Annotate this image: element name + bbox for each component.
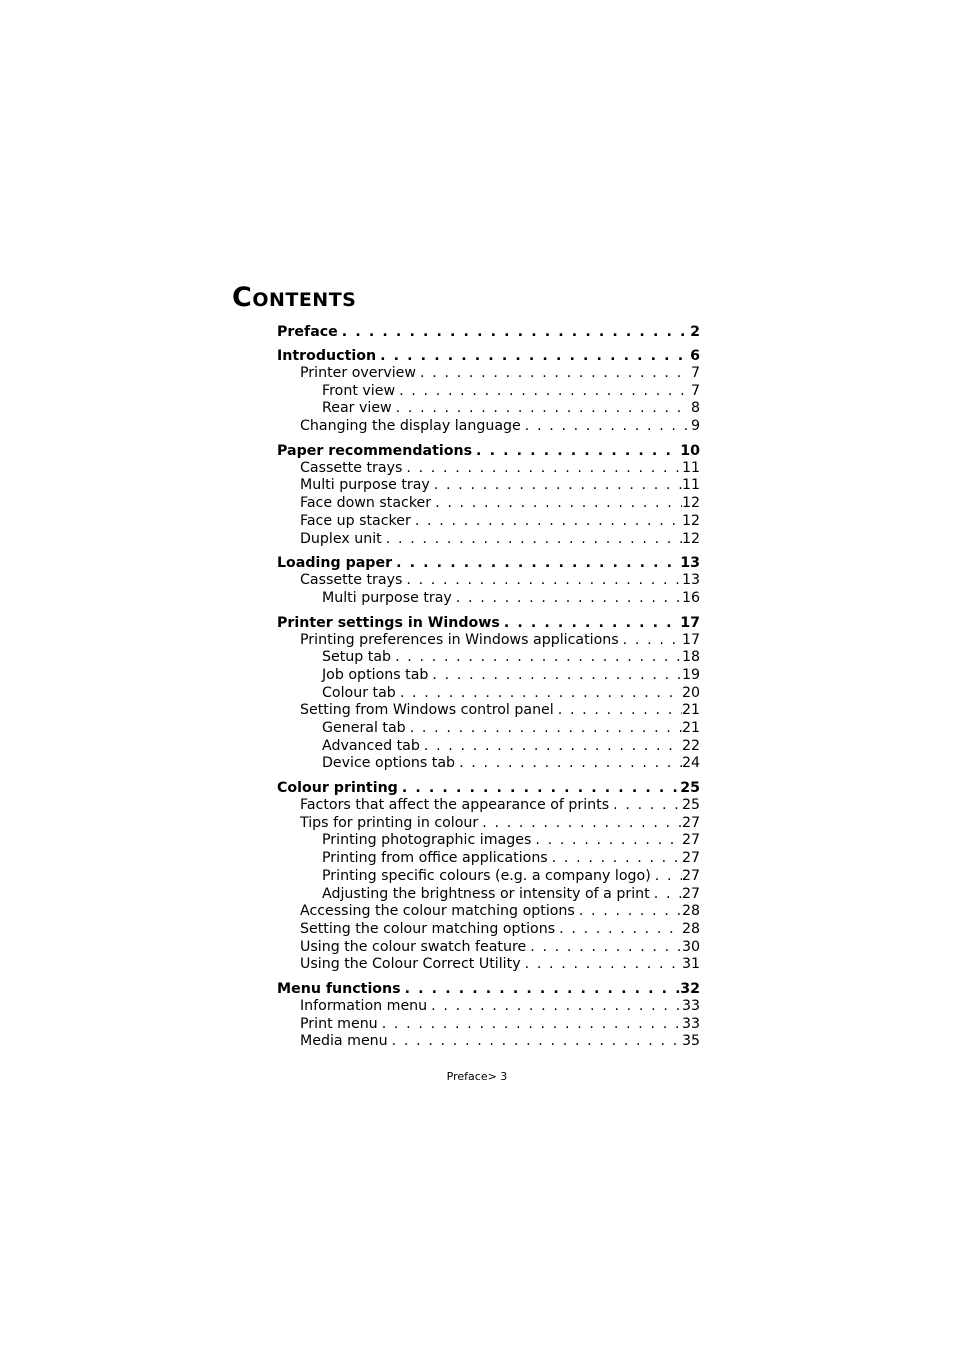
dot-leader (650, 886, 682, 904)
toc-chapter-entry[interactable] (277, 442, 700, 460)
toc-entry-page-number: 25 (680, 780, 700, 797)
dot-leader (378, 1016, 682, 1034)
toc-entry[interactable] (277, 1016, 700, 1034)
dot-leader (411, 513, 682, 531)
toc-entry-label: Colour tab (322, 684, 396, 701)
toc-entry[interactable] (277, 868, 700, 886)
toc-entry-page-number: 12 (681, 495, 700, 512)
toc-entry-page-number: 12 (681, 512, 700, 529)
toc-entry-label: Menu functions (277, 980, 401, 997)
toc-section (277, 554, 700, 607)
toc-entry[interactable] (277, 531, 700, 549)
toc-entry-page-number: 16 (681, 589, 700, 606)
toc-entry-page-number: 11 (681, 459, 700, 476)
toc-entry-label: Setup tab (322, 649, 392, 666)
dot-leader (526, 939, 682, 957)
dot-leader (388, 1033, 682, 1051)
toc-chapter-entry[interactable] (277, 779, 700, 797)
toc-entry-label: Changing the display language (300, 418, 521, 435)
toc-entry-label: General tab (322, 720, 406, 736)
toc-entry-label: Using the colour swatch feature (300, 938, 527, 955)
toc-entry[interactable] (277, 400, 700, 418)
dot-leader (651, 868, 682, 886)
toc-entry-page-number: 8 (690, 400, 700, 417)
dot-leader (401, 980, 681, 998)
toc-entry-page-number: 25 (681, 797, 700, 814)
toc-entry[interactable] (277, 365, 700, 383)
toc-entry-label: Face down stacker (300, 495, 432, 512)
toc-entry-label: Advanced tab (322, 737, 420, 754)
dot-leader (392, 400, 690, 418)
toc-entry[interactable] (277, 632, 700, 650)
dot-leader (391, 649, 682, 667)
toc-entry-page-number: 32 (680, 980, 700, 997)
table-of-contents (277, 323, 700, 1051)
toc-entry-page-number: 24 (681, 755, 700, 772)
toc-entry-page-number: 17 (680, 614, 700, 631)
toc-entry-page-number: 2 (690, 324, 700, 340)
toc-entry-label: Cassette trays (300, 572, 403, 589)
toc-section (277, 323, 700, 341)
toc-entry[interactable] (277, 956, 700, 974)
toc-entry-label: Printing photographic images (322, 832, 532, 849)
toc-entry-label: Cassette trays (300, 459, 403, 476)
dot-leader (472, 442, 680, 460)
toc-entry[interactable] (277, 685, 700, 703)
toc-entry[interactable] (277, 418, 700, 436)
toc-entry-page-number: 7 (690, 382, 700, 399)
dot-leader (521, 956, 682, 974)
toc-entry-page-number: 22 (681, 737, 700, 754)
dot-leader (531, 832, 682, 850)
dot-leader (395, 383, 690, 401)
toc-entry-label: Printing specific colours (e.g. a company logo) (322, 867, 651, 884)
toc-entry-page-number: 27 (681, 850, 700, 867)
toc-entry[interactable] (277, 903, 700, 921)
toc-entry-label: Printing from office applications (322, 850, 548, 867)
dot-leader (420, 738, 682, 756)
toc-entry-page-number: 6 (690, 348, 700, 364)
toc-entry[interactable] (277, 850, 700, 868)
toc-entry-label: Paper recommendations (277, 442, 473, 459)
toc-entry[interactable] (277, 921, 700, 939)
toc-chapter-entry[interactable] (277, 614, 700, 632)
toc-entry[interactable] (277, 939, 700, 957)
toc-entry-label: Print menu (300, 1015, 378, 1032)
toc-chapter-entry[interactable] (277, 554, 700, 572)
page-title: Contents (232, 282, 357, 313)
dot-leader (555, 921, 682, 939)
toc-entry-label: Using the Colour Correct Utility (300, 956, 521, 973)
toc-section (277, 442, 700, 548)
toc-entry-label: Rear view (322, 400, 392, 417)
dot-leader (455, 755, 682, 773)
toc-entry-page-number: 13 (681, 572, 700, 589)
toc-entry-label: Multi purpose tray (322, 589, 452, 606)
toc-entry[interactable] (277, 797, 700, 815)
dot-leader (396, 685, 682, 703)
dot-leader (478, 815, 682, 833)
toc-entry-page-number: 21 (681, 702, 700, 719)
dot-leader (402, 460, 682, 478)
toc-entry-page-number: 9 (690, 418, 700, 435)
toc-entry[interactable] (277, 383, 700, 401)
toc-entry[interactable] (277, 702, 700, 720)
toc-entry-label: Preface (277, 324, 338, 340)
toc-entry[interactable] (277, 495, 700, 513)
dot-leader (500, 614, 680, 632)
toc-entry[interactable] (277, 477, 700, 495)
toc-entry[interactable] (277, 886, 700, 904)
toc-entry-page-number: 27 (681, 867, 700, 884)
toc-entry-page-number: 20 (681, 684, 700, 701)
toc-section (277, 347, 700, 436)
page-footer: Preface> 3 (446, 1070, 508, 1083)
toc-section (277, 980, 700, 1051)
toc-entry-label: Tips for printing in colour (300, 814, 479, 831)
dot-leader (609, 797, 682, 815)
toc-entry[interactable] (277, 667, 700, 685)
toc-entry[interactable] (277, 649, 700, 667)
toc-chapter-entry[interactable] (277, 980, 700, 998)
toc-entry-label: Colour printing (277, 780, 398, 797)
toc-entry-label: Setting from Windows control panel (300, 702, 554, 719)
toc-entry-page-number: 28 (681, 920, 700, 937)
toc-entry-label: Printing preferences in Windows applications (300, 631, 619, 648)
dot-leader (575, 903, 682, 921)
toc-entry-page-number: 13 (680, 555, 700, 572)
toc-entry-label: Face up stacker (300, 512, 411, 529)
dot-leader (452, 590, 682, 608)
toc-entry-label: Printer settings in Windows (277, 614, 500, 631)
toc-entry[interactable] (277, 832, 700, 850)
toc-entry-page-number: 27 (681, 814, 700, 831)
toc-entry-label: Front view (322, 382, 396, 399)
toc-entry-label: Job options tab (322, 666, 429, 683)
toc-entry-page-number: 11 (681, 477, 700, 494)
toc-entry-label: Printer overview (300, 365, 417, 381)
dot-leader (392, 554, 680, 572)
toc-entry[interactable] (277, 738, 700, 756)
toc-entry-label: Accessing the colour matching options (300, 903, 575, 920)
toc-entry-page-number: 10 (680, 442, 700, 459)
dot-leader (376, 347, 690, 365)
toc-entry[interactable] (277, 572, 700, 590)
toc-entry[interactable] (277, 590, 700, 608)
toc-entry[interactable] (277, 513, 700, 531)
dot-leader (430, 477, 682, 495)
dot-leader (554, 702, 682, 720)
toc-entry-label: Information menu (300, 997, 428, 1014)
toc-entry-page-number: 27 (681, 832, 700, 849)
toc-entry-label: Media menu (300, 1033, 388, 1050)
toc-entry-page-number: 28 (681, 903, 700, 920)
toc-entry-label: Introduction (277, 348, 377, 364)
dot-leader (406, 720, 682, 738)
dot-leader (427, 998, 682, 1016)
toc-entry-page-number: 17 (681, 631, 700, 648)
toc-entry-label: Adjusting the brightness or intensity of a print (322, 885, 650, 902)
toc-entry-page-number: 31 (681, 956, 700, 973)
toc-entry-page-number: 18 (681, 649, 700, 666)
toc-section (277, 779, 700, 974)
toc-entry[interactable] (277, 998, 700, 1016)
toc-entry-page-number: 12 (681, 530, 700, 547)
toc-section (277, 614, 700, 774)
toc-entry-label: Loading paper (277, 555, 393, 572)
dot-leader (428, 667, 682, 685)
toc-entry-page-number: 21 (681, 720, 700, 736)
toc-entry-page-number: 35 (681, 1033, 700, 1050)
toc-entry-page-number: 33 (681, 1015, 700, 1032)
toc-entry[interactable] (277, 460, 700, 478)
toc-entry-label: Multi purpose tray (300, 477, 430, 494)
dot-leader (402, 572, 682, 590)
toc-entry-label: Setting the colour matching options (300, 920, 556, 937)
dot-leader (431, 495, 682, 513)
dot-leader (619, 632, 682, 650)
dot-leader (398, 779, 680, 797)
toc-entry-page-number: 27 (681, 885, 700, 902)
dot-leader (382, 531, 682, 549)
toc-entry-label: Factors that affect the appearance of prints (300, 797, 610, 814)
dot-leader (548, 850, 682, 868)
toc-chapter-entry[interactable] (277, 347, 700, 365)
toc-entry[interactable] (277, 1033, 700, 1051)
toc-entry[interactable] (277, 815, 700, 833)
dot-leader (338, 323, 690, 341)
toc-entry[interactable] (277, 755, 700, 773)
toc-entry[interactable] (277, 720, 700, 738)
toc-entry-page-number: 19 (681, 666, 700, 683)
toc-entry-page-number: 7 (690, 365, 700, 381)
toc-chapter-entry[interactable] (277, 323, 700, 341)
toc-entry-label: Duplex unit (300, 530, 382, 547)
dot-leader (521, 418, 690, 436)
toc-entry-page-number: 33 (681, 997, 700, 1014)
toc-entry-label: Device options tab (322, 755, 456, 772)
dot-leader (416, 365, 690, 383)
toc-entry-page-number: 30 (681, 938, 700, 955)
